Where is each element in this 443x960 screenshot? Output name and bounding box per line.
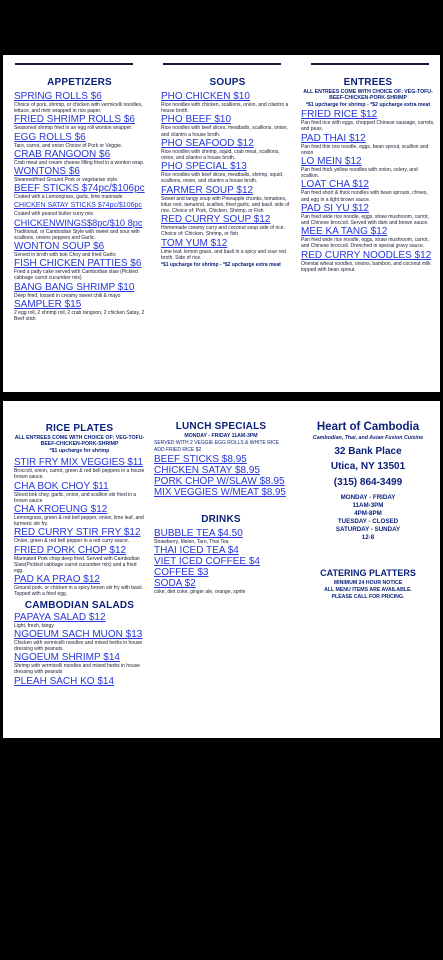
phone-number[interactable]: (315) 864-3499 [333, 477, 403, 488]
menu-item-name: PAD THAI $12 [301, 132, 366, 144]
address-line-2: Utica, NY 13501 [330, 461, 406, 472]
menu-item-name: CRAB RANGOON $6 [14, 148, 111, 160]
menu-item-description: Rice noodles with shrimp, squid, crab meat, scallions, onion, and cilantro a house broth. [161, 148, 280, 162]
menu-item-description: Crab meat and cream cheese filling fried in a wonton wrap. [14, 159, 145, 166]
menu-item-description: Taro, carrot, and onion Choice of Pork or Veggie. [14, 142, 123, 149]
soups-list [161, 91, 294, 261]
divider [15, 63, 133, 65]
menu-item [14, 299, 145, 322]
menu-item [161, 114, 294, 137]
menu-item-description: Coated with peanut butter curry mix. [14, 211, 95, 218]
menu-item [14, 132, 145, 149]
hours-line: MONDAY - FRIDAY [340, 494, 396, 501]
menu-item [14, 504, 145, 527]
rice-plates-column [14, 423, 145, 687]
menu-item-description: Deep fried, tossed in creamy sweet chili & mayo [14, 292, 121, 299]
menu-item-name: SAMPLER $15 [14, 298, 82, 310]
menu-item [161, 91, 294, 114]
menu-item-name: LO MEIN $12 [301, 156, 362, 168]
section-title: SOUPS [209, 77, 246, 88]
menu-item [301, 226, 435, 249]
menu-item-name: PAPAYA SALAD $12 [14, 611, 106, 623]
menu-item-description: Homemade creamy curry and coconut soup side of rice. Choice of: Chicken, Shrimp, or fish [161, 225, 285, 238]
menu-item [14, 457, 145, 480]
menu-item [161, 214, 294, 237]
menu-item-name: PAD KA PRAO $12 [14, 574, 100, 586]
section-title: ENTREES [343, 77, 393, 88]
menu-item-description: Coated with a Lemongrass, garlic, lime marinade [14, 194, 123, 201]
menu-item-description: Rice noodles with chicken, scallions, onion, and cilantro a house broth. [161, 102, 289, 115]
menu-item-description: Marinated Pork chop deep fried. Served with Cambodian Slaw(Pickled cabbage carrot cucumber mix) and a fried egg. [14, 555, 140, 575]
tagline: Cambodian, Thai, and Asian Fusion Cuisine [312, 435, 424, 441]
menu-item-name: FISH CHICKEN PATTIES $6 [14, 258, 142, 270]
section-title: APPETIZERS [47, 77, 112, 88]
menu-item-description: Broccoli, onion, carrot, green & red bell peppers in a house brown sauce. [14, 468, 145, 481]
menu-item [14, 574, 145, 597]
menu-item-name: PAD SI YU $12 [301, 202, 369, 214]
menu-item-description: Pan fried wide rice noodle, eggs, straw mushroom, carrot, and Chinese broccoli. Served with dark and brown sauce. [301, 213, 429, 227]
catering-line: MINIMUM 24 HOUR NOTICE [333, 580, 403, 586]
catering-title: CATERING PLATTERS [320, 568, 416, 578]
catering-lines [298, 580, 438, 601]
lunch-drinks-column [154, 421, 288, 595]
menu-item [301, 250, 435, 273]
menu-item [14, 629, 145, 652]
menu-item [14, 652, 145, 675]
menu-item [301, 109, 435, 132]
menu-item [154, 465, 288, 476]
section-subtitle: MONDAY - FRIDAY 11AM-3PM [184, 433, 258, 439]
menu-item [14, 545, 145, 575]
menu-item-description: Ground pork, or chicken in a spicy brown stir fry with basil. Topped with a fried egg. [14, 585, 143, 598]
menu-item-description: Light, fresh, tangy. [14, 622, 55, 629]
menu-item [301, 156, 435, 179]
lunch-description: SERVED WITH 2 VEGGIE EGG ROLLS & WHITE RICE ADD FRIED RICE $2 [154, 440, 280, 453]
menu-item-description: Served in broth with bok Choy and fried Garlic [14, 252, 116, 259]
appetizers-column [14, 77, 145, 322]
menu-item [301, 133, 435, 156]
menu-item-name: CHA BOK CHOY $11 [14, 480, 109, 492]
brand-name: Heart of Cambodia [316, 421, 420, 433]
menu-item [14, 527, 145, 544]
menu-item-name: WONTON SOUP $6 [14, 241, 105, 253]
menu-item-name: BEEF STICKS $74pc/$106pc [14, 183, 145, 195]
lunch-list [154, 454, 288, 498]
hours-line: 12-8 [361, 534, 375, 541]
divider [163, 63, 281, 65]
soups-column [161, 77, 294, 268]
hours-list [298, 494, 438, 542]
menu-item [14, 612, 145, 629]
menu-item [154, 454, 288, 465]
menu-item [14, 241, 145, 258]
menu-item-name: CHICKENWINGS$8pc/$10 8pc [14, 217, 143, 228]
catering-line: PLEASE CALL FOR PRICING. [331, 594, 405, 600]
menu-item-description: Pan fried rice with eggs, chopped Chinese sausage, carrots, and peas. [301, 120, 435, 133]
menu-item-name: COFFEE $3 [154, 567, 209, 579]
menu-item-name: CHICKEN SATAY $8.95 [154, 464, 260, 476]
menu-item-description: Shrimp with vermicelli noodles and mixed herbs in house dressing with peanuts [14, 663, 140, 676]
hours-line: 4PM-8PM [354, 510, 382, 517]
menu-item-description: 2 egg roll, 2 shrimp roll, 2 crab rangoon, 2 chicken Satay, 2 Beef stick [14, 309, 145, 323]
menu-item-name: TOM YUM $12 [161, 237, 228, 249]
menu-item-description: Rice noodles with beef slices, meatballs, shrimp, squid, scallions, onion, and cilantro a house broth. [161, 172, 284, 185]
hours-line: TUESDAY - CLOSED [337, 518, 399, 525]
menu-item [154, 556, 288, 567]
menu-item-name: PLEAH SACH KO $14 [14, 675, 115, 687]
menu-item-description: Pan fried thick yellow noodles with onion, celery, and scallion. [301, 167, 418, 180]
menu-item-description: Onion, green & red bell pepper in a red curry sauce. [14, 538, 130, 545]
menu-item [14, 149, 145, 166]
upcharge-note: *$1 upcharge for shrimp - *$2 upcharge extra meat [305, 101, 431, 108]
menu-item-description: Sweet and tangy soup with Pineapple chunks, tomatoes, lotus root, tamarind, scallion, fried garlic, and basil. side of rice. Choice of: Pork, Chicken, Shrimp, or Fish [161, 195, 290, 215]
menu-item-description: Choice of pork, shrimp, or chicken with vermicelli noodles, lettuce, and mint wrapped in rice paper. [14, 102, 143, 115]
divider [311, 63, 429, 65]
catering-line: ALL MENU ITEMS ARE AVAILABLE. [324, 587, 412, 593]
menu-item [301, 179, 435, 202]
menu-item-name: PHO SEAFOOD $12 [161, 137, 254, 149]
menu-item-name: FARMER SOUP $12 [161, 184, 254, 196]
menu-item [154, 578, 288, 595]
menu-item [301, 203, 435, 226]
menu-item-name: BANG BANG SHRIMP $10 [14, 281, 135, 293]
upcharge-note: *$1 upcharge for shrimp - *$2 upcharge extra meat [161, 262, 281, 269]
menu-item-description: Lemongrass, green & red bell pepper, onion, lime leaf, and turmeric stir fry. [14, 515, 144, 528]
menu-item-name: RED CURRY NOODLES $12 [301, 249, 432, 261]
entrees-list [301, 109, 435, 273]
section-subtitle: ALL ENTREES COME WITH CHOICE OF: VEG-TOFU-BEEF-CHICKEN-PORK-SHRIMP [303, 89, 433, 102]
rice-plates-list [14, 457, 145, 597]
hours-line: SATURDAY - SUNDAY [335, 526, 401, 533]
section-title: DRINKS [201, 513, 241, 525]
menu-item-name: MEE KA TANG $12 [301, 226, 388, 238]
menu-item-name: NGOEUM SHRIMP $14 [14, 652, 120, 664]
menu-item-name: STIR FRY MIX VEGGIES $11 [14, 457, 143, 469]
menu-item [154, 567, 288, 578]
menu-item-name: BUBBLE TEA $4.50 [154, 527, 243, 539]
menu-item [14, 183, 145, 200]
menu-item-name: THAI ICED TEA $4 [154, 545, 239, 557]
menu-item-description: Strawberry, Melon, Taro, Thai Tea [154, 538, 229, 545]
info-column [298, 421, 438, 601]
menu-item-name: RED CURRY SOUP $12 [161, 214, 271, 226]
menu-item-name: WONTONS $6 [14, 166, 80, 178]
menu-item [14, 114, 145, 131]
menu-panel-top [3, 55, 440, 392]
appetizers-list [14, 91, 145, 322]
menu-item [14, 218, 145, 241]
drinks-list [154, 528, 288, 595]
menu-item-name: PHO CHICKEN $10 [161, 91, 250, 102]
menu-item-name: FRIED SHRIMP ROLLS $6 [14, 114, 135, 126]
menu-item-description: Pan fried wide rice noodle, eggs, straw mushroom, carrot, and Chinese broccoli. Drenched in special gravy sauce. [301, 237, 429, 250]
menu-item-name: CHICKEN SATAY STICKS $74pc/$106pc [14, 202, 142, 210]
menu-item-name: LOAT CHA $12 [301, 179, 369, 191]
menu-item [154, 545, 288, 556]
menu-item-description: Chicken with vermicelli noodles and mixed herbs in house dressing with peanuts [14, 639, 143, 653]
menu-item-name: EGG ROLLS $6 [14, 131, 86, 143]
menu-item-description: Oriental wheat noodles, onions, bamboo, and coconut milk topped with bean sprout. [301, 260, 431, 273]
menu-item [14, 676, 145, 687]
section-title: RICE PLATES [45, 423, 114, 434]
menu-item [161, 185, 294, 215]
entrees-column [301, 77, 435, 273]
menu-item-description: Pan fried short & thick noodles with bean sprouts, chives, and egg in a light brown sauce. [301, 190, 428, 203]
menu-item-description: Fried a patty cake served with Cambodian slaw (Pickled cabbage carrot cucumber mix) [14, 269, 138, 282]
menu-item-description: Pan fried thin rice noodle, eggs, bean sprout, scallion and onion [301, 143, 429, 156]
menu-item-description: coke, diet coke, ginger ale, orange, sprite [154, 589, 246, 596]
menu-item [14, 258, 145, 281]
menu-item [14, 200, 145, 217]
menu-item [14, 481, 145, 504]
menu-item-description: Sliced bok choy, garlic, onion, and scallion stir fried in a brown sauce [14, 491, 137, 504]
menu-item-name: MIX VEGGIES W/MEAT $8.95 [154, 486, 286, 498]
menu-item [161, 138, 294, 161]
menu-item-name: BEEF STICKS $8.95 [154, 453, 247, 465]
menu-item-name: SODA $2 [154, 578, 196, 590]
hours-line: 11AM-3PM [352, 502, 384, 509]
salads-list [14, 612, 145, 687]
menu-item-description: Rice noodles with beef slices, meatballs, scallions, onion, and cilantro a house broth. [161, 125, 288, 138]
menu-item-name: VIET ICED COFFEE $4 [154, 556, 260, 568]
menu-item [14, 91, 145, 114]
menu-item-name: CHA KROEUNG $12 [14, 504, 108, 516]
menu-item-name: RED CURRY STIR FRY $12 [14, 527, 141, 539]
menu-item-name: SPRING ROLLS $6 [14, 91, 102, 102]
menu-item-name: FRIED PORK CHOP $12 [14, 544, 127, 556]
section-title: LUNCH SPECIALS [175, 421, 267, 432]
section-title: CAMBODIAN SALADS [24, 599, 135, 611]
menu-item [154, 528, 288, 545]
menu-item [154, 487, 288, 498]
menu-item [161, 161, 294, 184]
menu-item [161, 238, 294, 261]
menu-item-name: PHO SPECIAL $13 [161, 161, 247, 173]
menu-item [154, 476, 288, 487]
upcharge-note: *$1 upcharge for shrimp [49, 447, 110, 454]
menu-item-description: Steamed/fried Ground Pork or vegetarian style. [14, 177, 119, 184]
menu-panel-bottom [3, 401, 440, 738]
menu-item [14, 166, 145, 183]
menu-item-description: Lime leaf, lemon grass, and basil in a spicy and sour red broth. Side of rice. [161, 248, 286, 261]
menu-item-name: NGOEUM SACH MUON $13 [14, 628, 143, 640]
address-line-1: 32 Bank Place [334, 446, 402, 457]
menu-item-description: Seasoned shrimp fried in an egg roll wonton wrapper. [14, 125, 133, 132]
menu-item-name: PORK CHOP W/SLAW $8.95 [154, 475, 285, 487]
section-subtitle: ALL ENTREES COME WITH CHOICE OF: VEG-TOFU-BEEF-CHICKEN-PORK-SHRIMP [14, 435, 145, 448]
menu-item-description: Traditional, or Cambodian Style with sweet and sour with scallions, onions peppers and Garlic. [14, 228, 140, 241]
menu-item-name: FRIED RICE $12 [301, 109, 378, 121]
menu-item-name: PHO BEEF $10 [161, 114, 232, 126]
menu-item [14, 282, 145, 299]
